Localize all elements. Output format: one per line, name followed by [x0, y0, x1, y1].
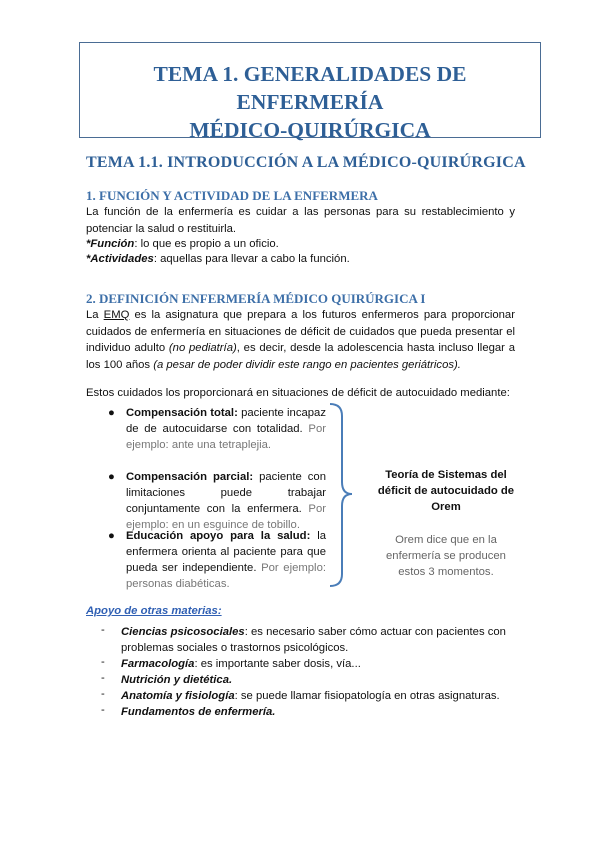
support-item-ciencias: [121, 624, 521, 656]
support-text: : se puede llamar fisiopatología en otras asignaturas.: [234, 690, 500, 702]
bullet-example: Por ejemplo: en un esguince de tobillo.: [126, 503, 326, 531]
p-italic-1: (no pediatría): [168, 342, 237, 354]
definition-funcion-text: : lo que es propio a un oficio.: [134, 238, 279, 250]
orem-text: Orem dice que en la enfermería se producen estos 3 momentos.: [386, 534, 506, 578]
support-dash: -: [101, 624, 105, 636]
support-item-farmacologia: [121, 656, 521, 672]
p-text-c: , es decir, desde la adolescencia hasta incluso llegar a los 100 años: [86, 342, 515, 371]
support-dash: -: [101, 672, 105, 684]
section2-heading: 2. DEFINICIÓN ENFERMERÍA MÉDICO QUIRÚRGICA I: [86, 291, 426, 306]
bullet-compensacion-total: [108, 405, 326, 453]
support-dash: -: [101, 656, 105, 668]
support-text: : es necesario saber cómo actuar con pacientes con problemas sociales o trastornos psicológicos.: [121, 626, 506, 654]
bullet-dot-icon: ●: [108, 471, 115, 483]
subtitle-heading: TEMA 1.1. INTRODUCCIÓN A LA MÉDICO-QUIRÚRGICA: [86, 154, 526, 171]
support-text: : es importante saber dosis, vía...: [194, 658, 361, 670]
title-box: [79, 42, 541, 142]
support-item-nutricion: [121, 672, 521, 688]
definition-funcion-term: *Función: [86, 238, 135, 250]
bullet-example: Por ejemplo: personas diabéticas.: [126, 562, 326, 590]
support-heading: Apoyo de otras materias:: [86, 605, 222, 617]
p-italic-2: (a pesar de poder dividir este rango en pacientes geriátricos).: [153, 358, 461, 371]
support-term: Fundamentos de enfermería.: [121, 706, 276, 718]
title-line-2: MÉDICO-QUIRÚRGICA: [189, 118, 431, 142]
support-dash: -: [101, 704, 105, 716]
support-term: Nutrición y dietética.: [121, 674, 233, 686]
support-term: Farmacología: [121, 658, 195, 670]
section2-paragraph: [86, 307, 515, 373]
support-item-fundamentos: [121, 704, 521, 720]
p-text-b: es la asignatura que prepara a los futuros enfermeros para proporcionar cuidados de enfermería en situaciones de déficit de cuidados que pueda presentar el individuo adulto: [86, 309, 515, 354]
support-dash: -: [101, 688, 105, 700]
definition-actividades-term: *Actividades: [86, 253, 154, 265]
bullet-term: Educación apoyo para la salud:: [126, 530, 311, 542]
bullet-term: Compensación total:: [126, 407, 238, 419]
section1-paragraph: La función de la enfermería es cuidar a las personas para su restablecimiento y potenciar la salud o restituirla.: [86, 206, 515, 235]
support-term: Ciencias psicosociales: [121, 626, 245, 638]
support-item-anatomia: [121, 688, 521, 704]
bullet-educacion: [108, 528, 327, 592]
bullet-text: paciente con limitaciones puede trabajar conjuntamente con la enfermera.: [126, 471, 326, 515]
support-term: Anatomía y fisiología: [121, 690, 235, 702]
bullet-text: paciente incapaz de de autocuidarse con totalidad.: [126, 407, 326, 435]
section2-intro: Estos cuidados los proporcionará en situaciones de déficit de autocuidado mediante:: [86, 387, 510, 399]
bullet-dot-icon: ●: [108, 530, 115, 542]
definition-actividades: [86, 251, 515, 268]
document-title: [80, 60, 540, 144]
section1-heading: 1. FUNCIÓN Y ACTIVIDAD DE LA ENFERMERA: [86, 188, 378, 203]
title-line-1: TEMA 1. GENERALIDADES DE ENFERMERÍA: [153, 62, 467, 114]
bullet-example: Por ejemplo: ante una tetraplejia.: [126, 423, 326, 451]
bullet-dot-icon: ●: [108, 407, 115, 419]
right-brace-icon: [328, 402, 358, 588]
orem-title: Teoría de Sistemas del déficit de autocuidado de Orem: [377, 469, 515, 513]
emq-abbreviation: EMQ: [103, 309, 130, 321]
bullet-term: Compensación parcial:: [126, 471, 254, 483]
bullet-compensacion-parcial: [108, 469, 326, 533]
p-text-a: La: [86, 309, 104, 321]
definition-actividades-text: : aquellas para llevar a cabo la función.: [153, 253, 350, 265]
orem-theory-note: [374, 467, 518, 580]
bullet-text: la enfermera orienta al paciente para que pueda ser independiente.: [126, 530, 327, 574]
